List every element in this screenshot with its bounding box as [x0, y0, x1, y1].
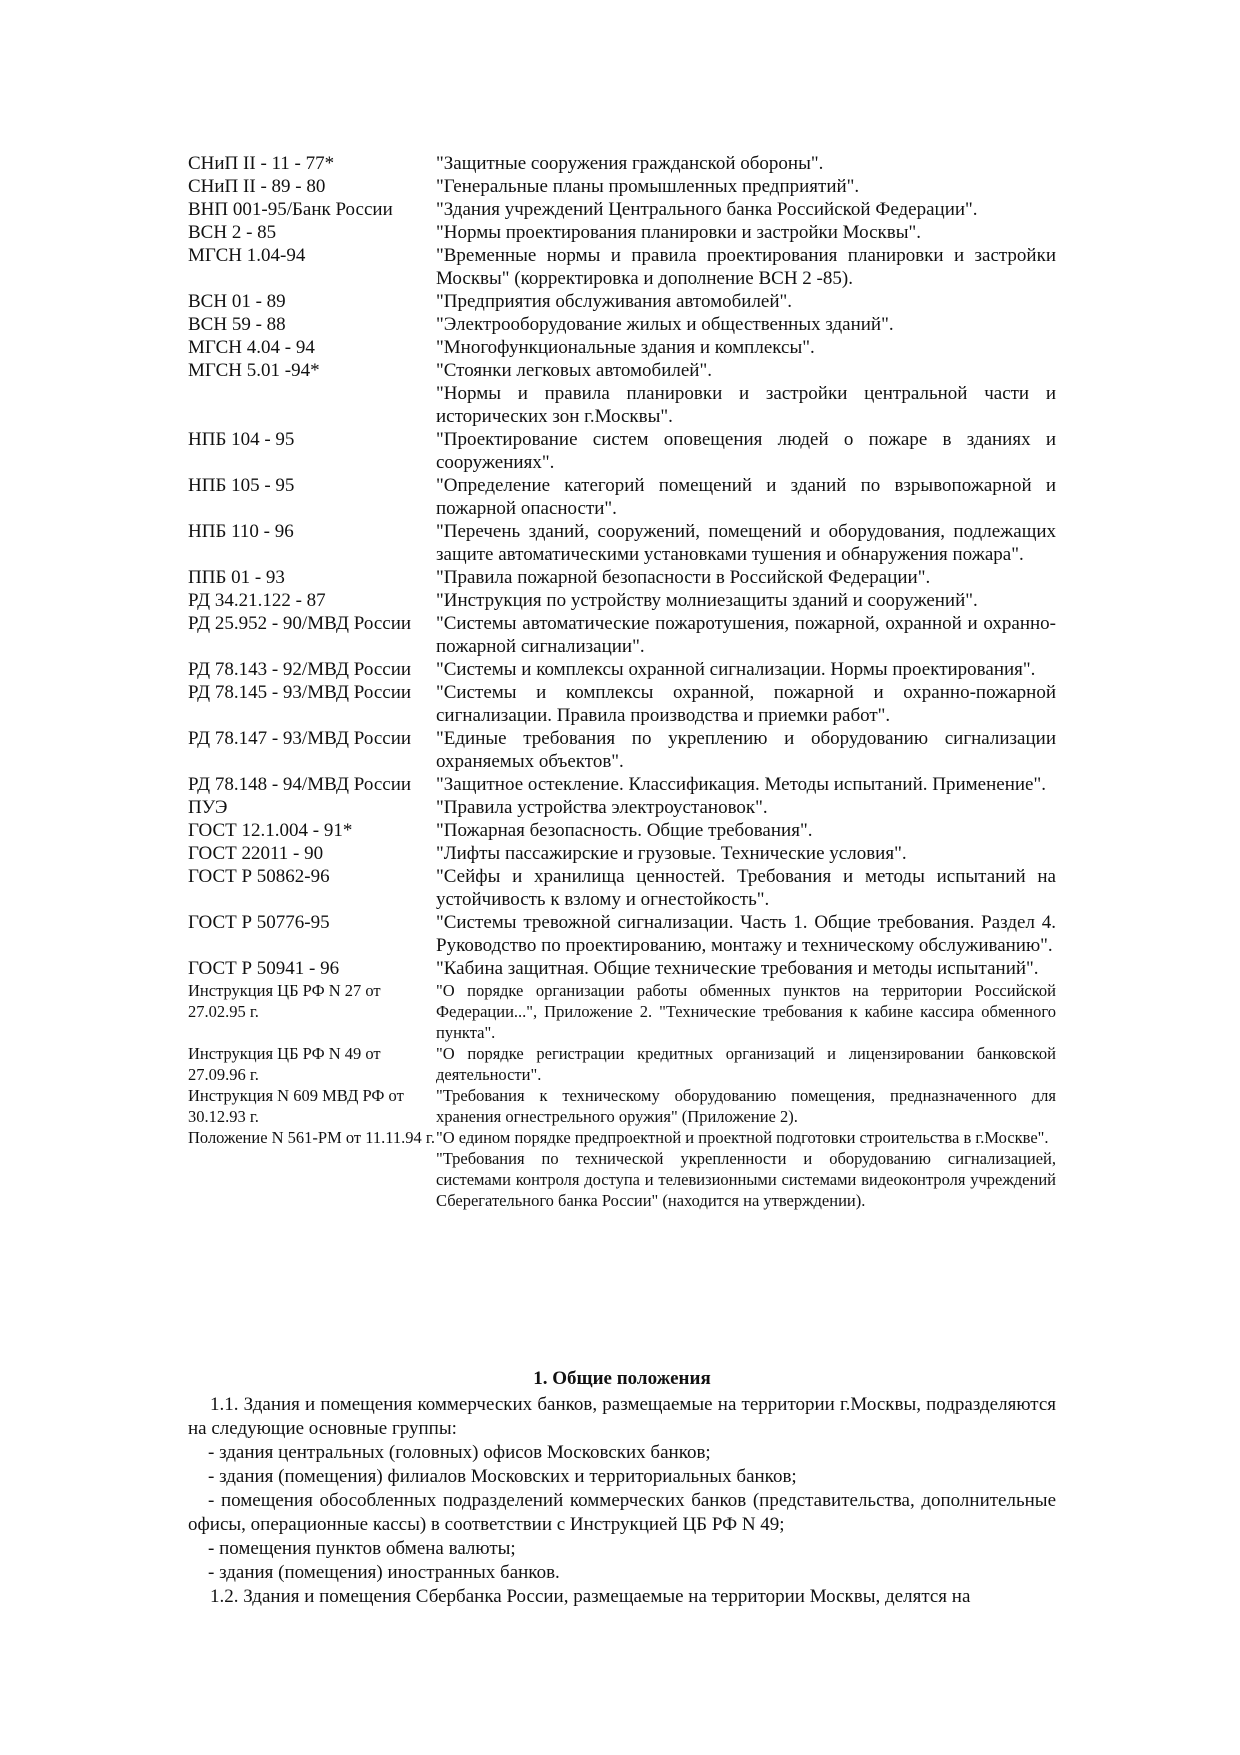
reference-code: РД 78.147 - 93/МВД России: [188, 728, 412, 749]
reference-title: "Лифты пассажирские и грузовые. Технические условия".: [436, 843, 907, 864]
reference-title: "Правила пожарной безопасности в Российской Федерации".: [436, 567, 931, 588]
reference-code: Инструкция N 609 МВД РФ от 30.12.93 г.: [188, 1086, 404, 1126]
reference-title: "Требования по технической укрепленности и оборудованию сигнализацией, системами контроля доступа и телевизионными системами видеоконтроля учреждений Сберегательного банка России" (находится на утверждении).: [436, 1149, 1056, 1210]
reference-row: [188, 911, 1056, 957]
reference-title: "Требования к техническому оборудованию помещения, предназначенного для хранения огнестрельного оружия" (Приложение 2).: [436, 1086, 1056, 1126]
reference-row: [188, 589, 1056, 612]
paragraph-1-1: 1.1. Здания и помещения коммерческих банков, размещаемые на территории г.Москвы, подразделяются на следующие основные группы:: [188, 1394, 1056, 1439]
reference-code: ППБ 01 - 93: [188, 567, 285, 588]
list-item: - помещения пунктов обмена валюты;: [208, 1538, 516, 1559]
reference-code: Инструкция ЦБ РФ N 49 от 27.09.96 г.: [188, 1044, 381, 1084]
reference-row: [188, 681, 1056, 727]
reference-code: РД 78.148 - 94/МВД России: [188, 774, 412, 795]
reference-code: ГОСТ Р 50862-96: [188, 866, 330, 887]
reference-code: ГОСТ 12.1.004 - 91*: [188, 820, 353, 841]
reference-title: "Многофункциональные здания и комплексы".: [436, 337, 815, 358]
reference-title: "Перечень зданий, сооружений, помещений и оборудования, подлежащих защите автоматическими установками тушения и обнаружения пожара".: [436, 521, 1056, 565]
reference-row: [188, 198, 1056, 221]
reference-title: "Пожарная безопасность. Общие требования".: [436, 820, 813, 841]
reference-code: ВСН 59 - 88: [188, 314, 286, 335]
reference-code: НПБ 104 - 95: [188, 429, 295, 450]
reference-code: МГСН 5.01 -94*: [188, 360, 320, 381]
reference-title: "О порядке регистрации кредитных организаций и лицензировании банковской деятельности".: [436, 1044, 1056, 1084]
reference-code: СНиП II - 11 - 77*: [188, 153, 335, 174]
reference-title: "Электрооборудование жилых и общественных зданий".: [436, 314, 894, 335]
reference-row: [188, 221, 1056, 244]
reference-code: СНиП II - 89 - 80: [188, 176, 326, 197]
reference-title: "Предприятия обслуживания автомобилей".: [436, 291, 793, 312]
reference-title: "Определение категорий помещений и зданий по взрывопожарной и пожарной опасности".: [436, 475, 1056, 519]
reference-row: [188, 566, 1056, 589]
reference-row: [188, 428, 1056, 474]
reference-title: "Защитные сооружения гражданской обороны".: [436, 153, 824, 174]
reference-code: НПБ 110 - 96: [188, 521, 294, 542]
reference-title: "Генеральные планы промышленных предприятий".: [436, 176, 860, 197]
reference-row: [188, 819, 1056, 842]
reference-title: "Стоянки легковых автомобилей".: [436, 360, 712, 381]
reference-row: [188, 336, 1056, 359]
reference-code: Положение N 561-РМ от 11.11.94 г.: [188, 1128, 435, 1147]
reference-code: ВСН 2 - 85: [188, 222, 277, 243]
reference-code: НПБ 105 - 95: [188, 475, 295, 496]
reference-code: РД 78.145 - 93/МВД России: [188, 682, 412, 703]
list-item: - здания (помещения) филиалов Московских и территориальных банков;: [208, 1466, 797, 1487]
reference-row: [188, 727, 1056, 773]
reference-title: "Системы и комплексы охранной, пожарной и охранно-пожарной сигнализации. Правила производства и приемки работ".: [436, 682, 1056, 726]
paragraph-1-2: 1.2. Здания и помещения Сбербанка России, размещаемые на территории Москвы, делятся на: [210, 1586, 971, 1607]
reference-row: [188, 773, 1056, 796]
reference-title: "Временные нормы и правила проектирования планировки и застройки Москвы" (корректировка и дополнение ВСН 2 -85).: [436, 245, 1056, 289]
reference-code: ВСН 01 - 89: [188, 291, 286, 312]
reference-code: РД 78.143 - 92/МВД России: [188, 659, 412, 680]
reference-row: [188, 1148, 1056, 1211]
reference-title: "Здания учреждений Центрального банка Российской Федерации".: [436, 199, 978, 220]
reference-code: Инструкция ЦБ РФ N 27 от 27.02.95 г.: [188, 981, 381, 1021]
reference-title: "Правила устройства электроустановок".: [436, 797, 768, 818]
reference-title: "Нормы проектирования планировки и застройки Москвы".: [436, 222, 921, 243]
reference-title: "Нормы и правила планировки и застройки центральной части и исторических зон г.Москвы".: [436, 383, 1056, 427]
reference-title: "Инструкция по устройству молниезащиты зданий и сооружений".: [436, 590, 978, 611]
reference-row: [188, 842, 1056, 865]
reference-row: [188, 1085, 1056, 1127]
reference-row: [188, 520, 1056, 566]
reference-row: [188, 313, 1056, 336]
reference-row: [188, 612, 1056, 658]
reference-row: [188, 175, 1056, 198]
reference-title: "О порядке организации работы обменных пунктов на территории Российской Федерации...", Приложение 2. "Технические требования к кабине кассира обменного пункта".: [436, 981, 1056, 1042]
reference-code: МГСН 4.04 - 94: [188, 337, 315, 358]
reference-title: "О едином порядке предпроектной и проектной подготовки строительства в г.Москве".: [436, 1128, 1049, 1147]
reference-title: "Системы и комплексы охранной сигнализации. Нормы проектирования".: [436, 659, 1036, 680]
reference-row: [188, 359, 1056, 382]
list-item: - помещения обособленных подразделений коммерческих банков (представительства, дополнительные офисы, операционные кассы) в соответствии с Инструкцией ЦБ РФ N 49;: [188, 1490, 1056, 1535]
reference-code: ПУЭ: [188, 797, 228, 818]
reference-title: "Кабина защитная. Общие технические требования и методы испытаний".: [436, 958, 1039, 979]
section-general-provisions: [188, 1367, 1056, 1609]
reference-row: [188, 474, 1056, 520]
reference-row: [188, 796, 1056, 819]
reference-row: [188, 957, 1056, 980]
reference-code: МГСН 1.04-94: [188, 245, 306, 266]
reference-title: "Единые требования по укреплению и оборудованию сигнализации охраняемых объектов".: [436, 728, 1056, 772]
list-item: - здания (помещения) иностранных банков.: [208, 1562, 560, 1583]
reference-code: ВНП 001-95/Банк России: [188, 199, 393, 220]
reference-row: [188, 865, 1056, 911]
reference-row: [188, 152, 1056, 175]
reference-row: [188, 244, 1056, 290]
reference-row: [188, 1043, 1056, 1085]
reference-code: ГОСТ Р 50776-95: [188, 912, 330, 933]
reference-code: ГОСТ 22011 - 90: [188, 843, 324, 864]
reference-row: [188, 658, 1056, 681]
reference-title: "Системы автоматические пожаротушения, пожарной, охранной и охранно-пожарной сигнализации".: [436, 613, 1056, 657]
reference-row: [188, 382, 1056, 428]
reference-title: "Системы тревожной сигнализации. Часть 1. Общие требования. Раздел 4. Руководство по проектированию, монтажу и техническому обслуживанию".: [436, 912, 1056, 956]
reference-title: "Защитное остекление. Классификация. Методы испытаний. Применение".: [436, 774, 1046, 795]
reference-title: "Проектирование систем оповещения людей о пожаре в зданиях и сооружениях".: [436, 429, 1056, 473]
section-heading: 1. Общие положения: [533, 1368, 711, 1389]
reference-code: РД 34.21.122 - 87: [188, 590, 326, 611]
reference-code: ГОСТ Р 50941 - 96: [188, 958, 340, 979]
reference-title: "Сейфы и хранилища ценностей. Требования и методы испытаний на устойчивость к взлому и огнестойкость".: [436, 866, 1056, 910]
list-item: - здания центральных (головных) офисов Московских банков;: [208, 1442, 711, 1463]
reference-row: [188, 980, 1056, 1043]
references-table: [188, 152, 1056, 1211]
reference-code: РД 25.952 - 90/МВД России: [188, 613, 412, 634]
reference-row: [188, 290, 1056, 313]
reference-row: [188, 1127, 1056, 1148]
